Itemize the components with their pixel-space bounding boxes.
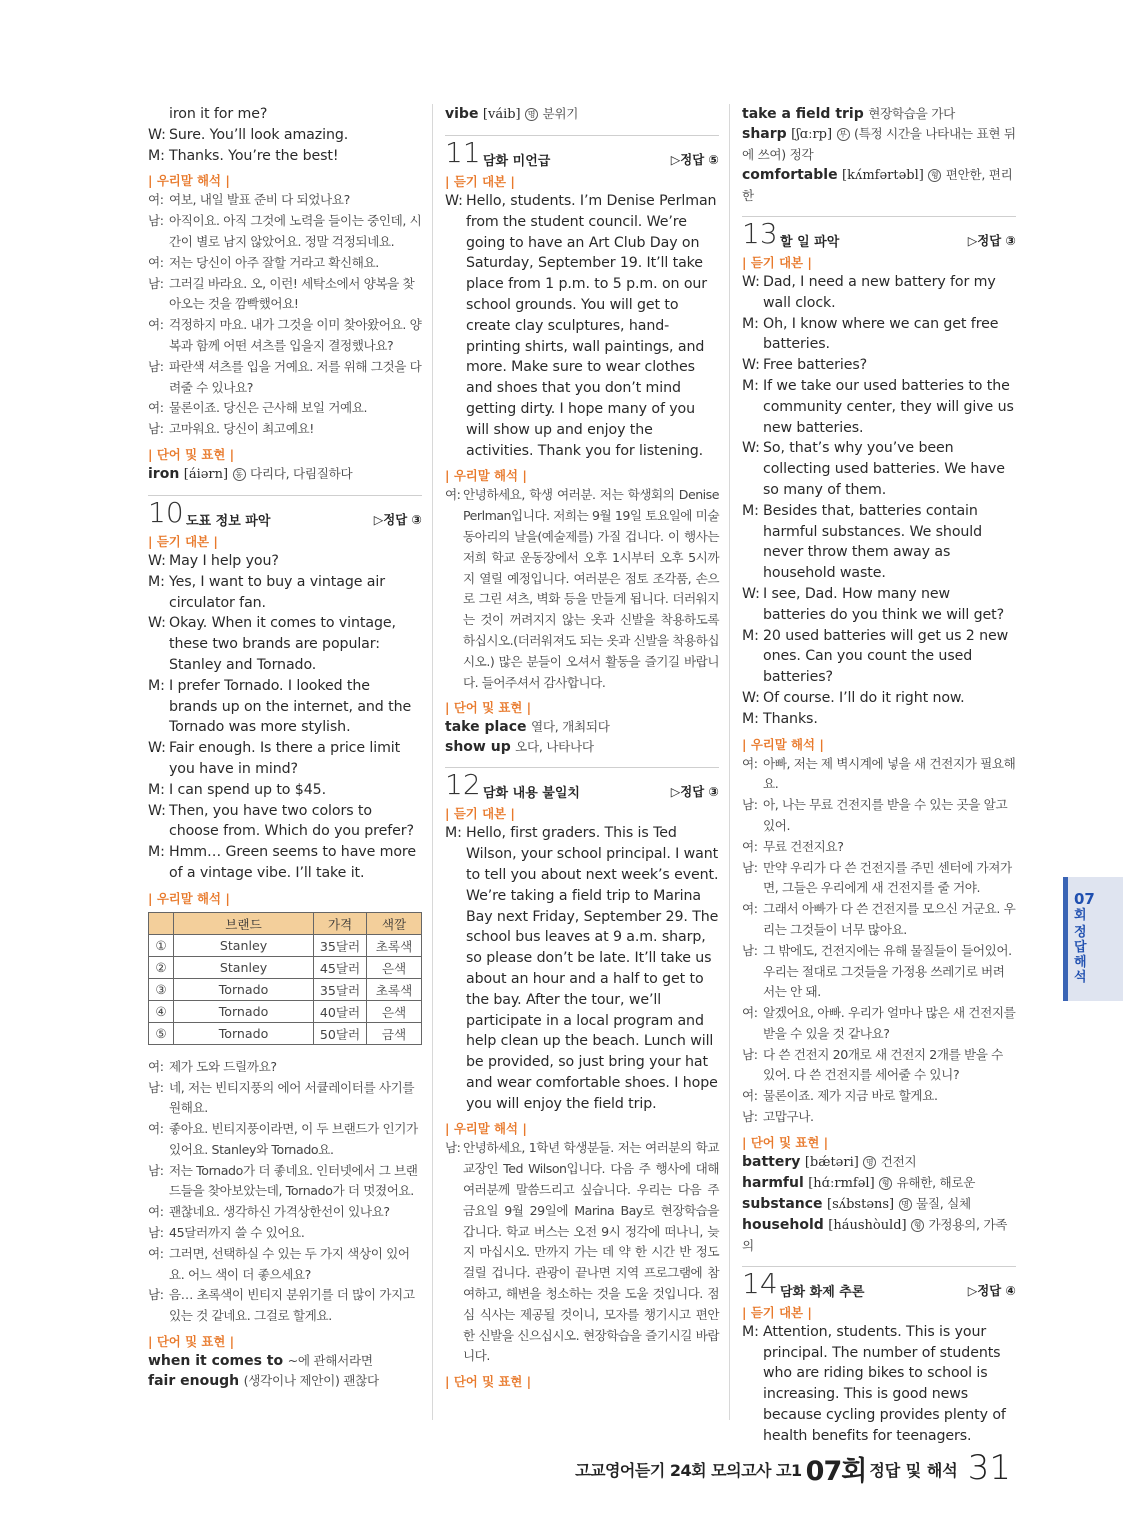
- table-row: ② Stanley 45달러 은색: [149, 956, 422, 978]
- vocab-entry: sharp [ʃɑːrp] 부 (특정 시간을 나타내는 표현 뒤에 쓰여) 정각: [742, 126, 1016, 162]
- vocab-label: | 단어 및 표현 |: [148, 1334, 235, 1350]
- vocab-entry: vibe [váib] 명 분위기: [445, 106, 579, 122]
- script-label: | 듣기 대본 |: [445, 174, 515, 189]
- column-divider: [729, 104, 730, 1420]
- vocab-entry: harmful [hɑ́ːrmfəl] 형 유해한, 해로운: [742, 1174, 976, 1191]
- answer-badge: ▷정답 ③: [373, 511, 422, 527]
- vocab-entry: comfortable [kʌ́mfərtəbl] 형 편안한, 편리한: [742, 167, 1013, 203]
- script-label: | 듣기 대본 |: [148, 533, 218, 549]
- part-of-speech-badge: 동: [233, 468, 246, 481]
- question-type: 할 일 파악: [780, 235, 840, 250]
- vocab-label: | 단어 및 표현 |: [148, 446, 235, 462]
- answer-badge: ▷정답 ③: [670, 784, 719, 800]
- q10-script: W: May I help you? M: Yes, I want to buy a vintage air circulator fan. W: Okay. When it comes to vintage, these two brands are popular: Stanley and Tornado. M: I prefer Tornado. I looked the brands up on the internet, and the Tornado was more stylish. W: Fair enough. Is there a price limit you have in mind? M: I can spend up to $45. W: Then, you have two colors to choose from. Which do you prefer? M: Hmm… Green seems to have more of a vintage vibe. I’ll take it.: [148, 552, 416, 881]
- script-label: | 듣기 대본 |: [742, 1304, 812, 1320]
- question-type: 도표 정보 파악: [186, 513, 271, 529]
- table-row: ① Stanley 35달러 초록색: [149, 934, 422, 956]
- q12-script: M: Hello, first graders. This is Ted Wilson, your school principal. I want to tell you about next week’s event. We’re taking a field trip to Marina Bay next Friday, September 29. The school bus leaves at 9 a.m. sharp, so please don’t be late. It’ll take us about an hour and a half to get to the bay. After the tour, we’ll participate in a local program and help clean up the beach. Lunch will be provided, so just bring your hat and wear comfortable shoes. I hope you will enjoy the field trip.: [445, 825, 719, 1112]
- part-of-speech-badge: 형: [911, 1219, 924, 1232]
- chapter-unit: 회: [1074, 908, 1087, 923]
- part-of-speech-badge: 형: [879, 1177, 892, 1190]
- question-header-13: [742, 216, 1016, 251]
- section-title: 정답 및 해석: [869, 1461, 958, 1480]
- translation-label: | 우리말 해석 |: [148, 173, 230, 189]
- table-row: ③ Tornado 35달러 초록색: [149, 978, 422, 1000]
- vocab-label: | 단어 및 표현 |: [742, 1134, 829, 1150]
- vocab-entry: take a field trip 현장학습을 가다: [742, 106, 955, 122]
- translation-label: | 우리말 해석 |: [445, 468, 527, 484]
- q13-translation: 여: 아빠, 저는 제 벽시계에 넣을 새 건전지가 필요해요. 남: 아, 나는 무료 건전지를 받을 수 있는 곳을 알고 있어. 여: 무료 건전지요? 남: 만약 우리가 다 쓴 건전지를 주민 센터에 가져가면, 그들은 우리에게 새 건전지를 줄 거야. 여: 그래서 아빠가 다 쓴 건전지를 모으신 거군요. 우리는 그것들이 너무 많아요. 남: 그 밖에도, 건전지에는 유해 물질들이 들어있어. 우리는 절대로 그것들을 가정용 쓰레기로 버려서는 안 돼. 여: 알겠어요, 아빠. 우리가 얼마나 많은 새 건전지를 받을 수 있을 것 같나요? 남: 다 쓴 건전지 20개로 새 건전지 2개를 받을 수 있어. 다 쓴 건전지를 세어줄 수 있니? 여: 물론이죠. 제가 지금 바로 할게요. 남: 고맙구나.: [742, 755, 1016, 1125]
- part-of-speech-badge: 명: [899, 1198, 912, 1211]
- question-header-11: [445, 135, 719, 170]
- translation-label: | 우리말 해석 |: [148, 890, 230, 906]
- question-type: 담화 화제 추론: [780, 1284, 865, 1300]
- column-3: [742, 104, 1016, 1447]
- question-number: 11: [445, 136, 481, 169]
- question-type: 담화 내용 불일치: [483, 786, 580, 802]
- q9-dialogue-tail: iron it for me? W: Sure. You’ll look amazing. M: Thanks. You’re the best!: [148, 106, 349, 164]
- answer-badge: ▷정답 ③: [967, 233, 1016, 248]
- question-number: 13: [742, 217, 778, 250]
- page-footer: [575, 1447, 1011, 1487]
- column-2: [445, 104, 719, 1391]
- question-header-14: [742, 1266, 1016, 1301]
- part-of-speech-badge: 부: [837, 128, 850, 141]
- vocab-entry: substance [sʌ́bstəns] 명 물질, 실체: [742, 1195, 971, 1212]
- question-number: 10: [148, 495, 184, 529]
- question-header-10: [148, 495, 422, 530]
- vocab-label: | 단어 및 표현 |: [445, 700, 532, 716]
- table-row: ④ Tornado 40달러 은색: [149, 1000, 422, 1022]
- column-1: [148, 104, 422, 1391]
- vocab-entry: fair enough (생각이나 제안이) 괜찮다: [148, 1373, 379, 1390]
- translation-label: | 우리말 해석 |: [742, 736, 824, 752]
- translation-label: | 우리말 해석 |: [445, 1121, 527, 1137]
- question-number: 12: [445, 768, 481, 802]
- chapter-label: 정답해석: [1074, 925, 1087, 985]
- script-label: | 듣기 대본 |: [742, 255, 812, 270]
- q13-script: W: Dad, I need a new battery for my wall clock. M: Oh, I know where we can get free batteries. W: Free batteries? M: If we take our used batteries to the community center, they will give us new batteries. W: So, that’s why you’ve been collecting used batteries. We have so many of them. M: Besides that, batteries contain harmful substances. We should never throw them away as household waste. W: I see, Dad. How many new batteries do you think we will get? M: 20 used batteries will get us 2 new ones. Can you count the used batteries? W: Of course. I’ll do it right now. M: Thanks.: [742, 274, 1014, 727]
- vocab-entry: battery [bǽtəri] 명 건전지: [742, 1153, 917, 1170]
- vocab-entry: iron [áiərn] 동 다리다, 다림질하다: [148, 465, 353, 482]
- q10-translation: 여: 제가 도와 드릴까요? 남: 네, 저는 빈티지풍의 에어 서큘레이터를 사기를 원해요. 여: 좋아요. 빈티지풍이라면, 이 두 브랜드가 인기가 있어요. Stanley와 Tornado요. 남: 저는 Tornado가 더 좋네요. 인터넷에서 그 브랜드들을 찾아보았는데, Tornado가 더 멋졌어요. 여: 괜찮네요. 생각하신 가격상한선이 있나요? 남: 45달러까지 쓸 수 있어요. 여: 그러면, 선택하실 수 있는 두 가지 색상이 있어요. 어느 색이 더 좋으세요? 남: 음… 초록색이 빈티지 분위기를 더 많이 가지고 있는 것 같네요. 그걸로 할게요.: [148, 1058, 418, 1324]
- q12-translation: 남: 안녕하세요, 1학년 학생분들. 저는 여러분의 학교 교장인 Ted Wilson입니다. 다음 주 행사에 대해 여러분께 말씀드리고 싶습니다. 우리는 다음 주 금요일 9월 29일에 Marina Bay로 현장학습을 갑니다. 학교 버스는 오전 9시 정각에 떠나니, 늦지 마십시오. 만까지 가는 데 약 한 시간 반 정도 걸릴 겁니다. 관광이 끝나면 지역 프로그램에 참여하고, 해변을 청소하는 것을 도울 것입니다. 점심 식사는 제공될 것이니, 모자를 챙기시고 편안한 신발을 신으십시오. 현장학습을 즐기시길 바랍니다.: [445, 1140, 719, 1364]
- question-type: 담화 미언급: [483, 154, 551, 169]
- q9-translation: 여: 여보, 내일 발표 준비 다 되었나요? 남: 아직이요. 아직 그것에 노력을 들이는 중인데, 시간이 별로 남지 않았어요. 정말 걱정되네요. 여: 저는 당신이 아주 잘할 거라고 확신해요. 남: 그러길 바라요. 오, 이런! 세탁소에서 양복을 찾아오는 것을 깜빡했어요! 여: 걱정하지 마요. 내가 그것을 이미 찾아왔어요. 양복과 함께 어떤 셔츠를 입을지 결정했나요? 남: 파란색 셔츠를 입을 거예요. 저를 위해 그것을 다려줄 수 있나요? 여: 물론이죠. 당신은 근사해 보일 거예요. 남: 고마워요. 당신이 최고예요!: [148, 192, 422, 437]
- question-header-12: [445, 767, 719, 802]
- q11-script: W: Hello, students. I’m Denise Perlman from the student council. We’re going to have an Art Club Day on Saturday, September 19. It’ll take place from 1 p.m. to 5 p.m. on our school grounds. You will get to create clay sculptures, hand-printing shirts, wall paintings, and more. Make sure to wear clothes and shoes that you don’t mind getting dirty. I hope many of you will show up and enjoy the activities. Thank you for listening.: [445, 193, 717, 459]
- answer-badge: ▷정답 ⑤: [670, 152, 719, 167]
- vocab-entry: take place 열다, 개최되다: [445, 719, 610, 736]
- table-row: ⑤ Tornado 50달러 금색: [149, 1022, 422, 1044]
- page-number: 31: [967, 1448, 1011, 1488]
- script-label: | 듣기 대본 |: [445, 806, 515, 822]
- book-title: 고교영어듣기 24회 모의고사 고1: [575, 1461, 802, 1480]
- vocab-entry: household [háushòuld] 형 가정용의, 가족의: [742, 1216, 1008, 1253]
- test-number: 07회: [805, 1456, 867, 1487]
- chapter-side-tab: [1063, 877, 1123, 1001]
- vocab-entry: when it comes to ~에 관해서라면: [148, 1353, 373, 1370]
- part-of-speech-badge: 형: [928, 169, 941, 182]
- price-table: 브랜드 가격 색깔 ① Stanley 35달러 초록색 ② Stanley 45달러 은색 ③ Tornado 35달러 초록색 ④ Tornado 40달러 은색 ⑤ Tornado 50달러 금색: [148, 912, 422, 1045]
- part-of-speech-badge: 명: [863, 1156, 876, 1169]
- q11-translation: 여: 안녕하세요, 학생 여러분. 저는 학생회의 Denise Perlman입니다. 저희는 9월 19일 토요일에 미술 동아리의 날을(예술제를) 가질 겁니다. 이 행사는 저희 학교 운동장에서 오후 1시부터 오후 5시까지 열릴 예정입니다. 여러분은 점토 조각품, 손으로 그린 셔츠, 벽화 등을 만들게 됩니다. 더러워지는 것이 꺼려지지 않는 옷과 신발을 착용하도록 하십시오.(더러워져도 되는 옷과 신발을 착용하십시오.) 많은 분들이 오셔서 활동을 즐기길 바랍니다. 들어주셔서 감사합니다.: [445, 487, 719, 690]
- answer-badge: ▷정답 ④: [967, 1282, 1016, 1298]
- column-divider: [432, 104, 433, 1420]
- chapter-number: 07: [1074, 890, 1095, 908]
- vocab-label: | 단어 및 표현 |: [445, 1374, 532, 1390]
- vocab-entry: show up 오다, 나타나다: [445, 739, 594, 756]
- part-of-speech-badge: 명: [525, 108, 538, 121]
- question-number: 14: [742, 1266, 778, 1300]
- q14-script: M: Attention, students. This is your principal. The number of students who are riding bikes to school is increasing. This is good news because cycling provides plenty of health benefits for teenagers.: [742, 1323, 1006, 1444]
